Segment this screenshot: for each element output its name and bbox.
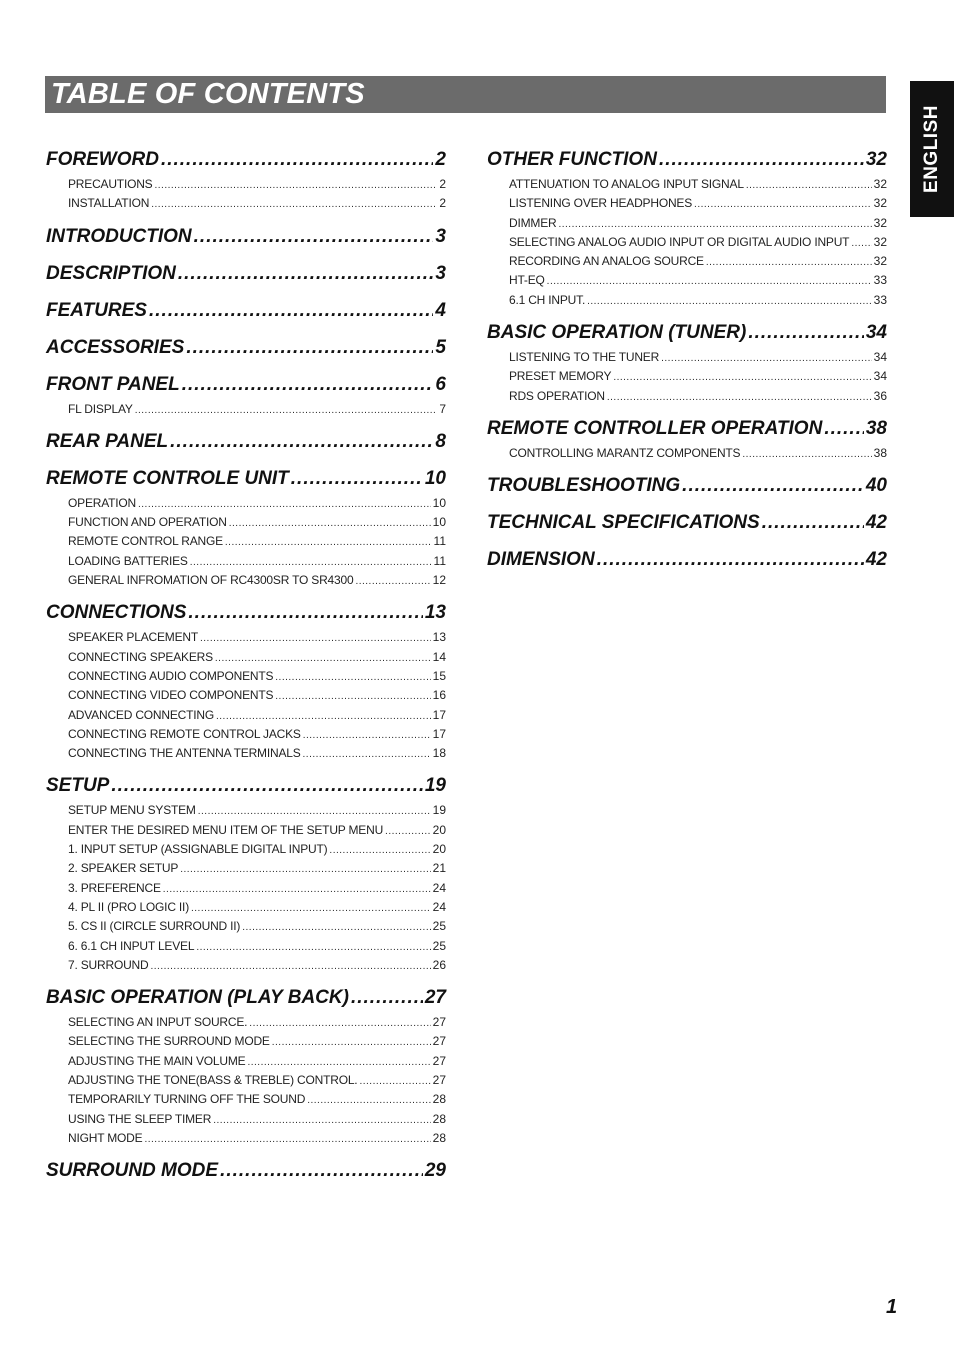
- toc-subitem-page: 2: [439, 196, 446, 211]
- toc-subitem[interactable]: [68, 667, 446, 686]
- toc-left-column: [46, 146, 446, 1194]
- toc-subitem-label: LISTENING OVER HEADPHONES: [509, 196, 693, 211]
- page-number: 1: [886, 1296, 898, 1318]
- toc-subitem-list: [46, 1013, 446, 1148]
- toc-subitem-label: SELECTING THE SURROUND MODE: [68, 1034, 270, 1049]
- toc-subitem[interactable]: [68, 725, 446, 744]
- toc-subitem[interactable]: [68, 648, 446, 667]
- toc-subitem-label: CONNECTING REMOTE CONTROL JACKS: [68, 726, 301, 741]
- toc-subitem-label: 6. 6.1 CH INPUT LEVEL: [68, 938, 195, 953]
- toc-subitem-label: 3. PREFERENCE: [68, 880, 161, 895]
- toc-section-title: CONNECTIONS: [46, 602, 187, 624]
- toc-subitem[interactable]: [68, 898, 446, 917]
- dot-leader: [194, 223, 434, 251]
- language-tab: [910, 81, 954, 217]
- toc-subitem-page: 34: [873, 350, 887, 365]
- toc-subitem[interactable]: [509, 271, 887, 290]
- toc-subitem-page: 28: [432, 1092, 446, 1107]
- dot-leader: [111, 772, 423, 800]
- dot-leader: [135, 401, 438, 420]
- toc-subitem-label: DIMMER: [509, 215, 557, 230]
- toc-section-title: FOREWORD: [46, 149, 159, 170]
- toc-section-page: 3: [435, 262, 446, 284]
- dot-leader: [587, 292, 872, 311]
- toc-section: [46, 984, 446, 1148]
- toc-subitem[interactable]: [68, 1013, 446, 1032]
- dot-leader: [163, 880, 431, 899]
- toc-subitem-page: 19: [432, 803, 446, 818]
- toc-section-title: FRONT PANEL: [46, 373, 180, 395]
- toc-subitem-label: CONNECTING VIDEO COMPONENTS: [68, 688, 274, 703]
- toc-subitem[interactable]: [68, 571, 446, 590]
- toc-subitem-list: [46, 175, 446, 214]
- dot-leader: [762, 509, 864, 537]
- dot-leader: [216, 707, 431, 726]
- toc-subitem-page: 24: [432, 899, 446, 914]
- toc-subitem-page: 10: [432, 495, 446, 510]
- toc-section-page: 3: [435, 225, 446, 247]
- toc-section-page: 32: [865, 149, 887, 170]
- toc-subitem-label: REMOTE CONTROL RANGE: [68, 534, 223, 549]
- toc-subitem-page: 17: [432, 707, 446, 722]
- toc-subitem[interactable]: [68, 706, 446, 725]
- dot-leader: [607, 388, 872, 407]
- toc-section: [487, 509, 887, 537]
- dot-leader: [151, 195, 437, 214]
- toc-subitem-page: 33: [873, 292, 887, 307]
- toc-subitem[interactable]: [68, 821, 446, 840]
- toc-section-title: OTHER FUNCTION: [487, 149, 657, 170]
- toc-section-heading[interactable]: [46, 984, 446, 1012]
- toc-section-heading[interactable]: [487, 146, 887, 174]
- toc-subitem[interactable]: [509, 367, 887, 386]
- toc-section-page: 38: [865, 417, 887, 439]
- toc-section-title: BASIC OPERATION (TUNER): [487, 322, 747, 344]
- toc-section-title: TROUBLESHOOTING: [487, 475, 681, 497]
- toc-subitem[interactable]: [68, 859, 446, 878]
- toc-subitem-label: TEMPORARILY TURNING OFF THE SOUND: [68, 1092, 306, 1107]
- toc-subitem-page: 2: [439, 177, 446, 191]
- toc-section: [487, 146, 887, 310]
- dot-leader: [547, 272, 872, 291]
- toc-subitem-page: 25: [432, 919, 446, 934]
- language-tab-label: ENGLISH: [921, 105, 942, 193]
- dot-leader: [329, 841, 430, 860]
- dot-leader: [249, 1014, 430, 1033]
- dot-leader: [613, 368, 871, 387]
- toc-subitem[interactable]: [509, 387, 887, 406]
- toc-subitem-label: 1. INPUT SETUP (ASSIGNABLE DIGITAL INPUT): [68, 842, 328, 857]
- toc-subitem-page: 32: [873, 254, 887, 269]
- toc-section-title: SETUP: [46, 775, 110, 797]
- toc-subitem[interactable]: [68, 628, 446, 647]
- toc-subitem-page: 38: [873, 445, 887, 460]
- dot-leader: [229, 514, 431, 533]
- toc-subitem[interactable]: [68, 494, 446, 513]
- page-title: TABLE OF CONTENTS: [51, 78, 365, 110]
- toc-subitem-label: RECORDING AN ANALOG SOURCE: [509, 254, 704, 269]
- dot-leader: [225, 533, 432, 552]
- toc-section-title: REMOTE CONTROLE UNIT: [46, 467, 289, 489]
- dot-leader: [824, 415, 864, 443]
- dot-leader: [247, 1053, 430, 1072]
- toc-subitem[interactable]: [68, 175, 446, 194]
- toc-subitem[interactable]: [509, 233, 887, 252]
- toc-subitem[interactable]: [68, 552, 446, 571]
- dot-leader: [198, 802, 431, 821]
- dot-leader: [597, 546, 864, 574]
- toc-subitem-page: 32: [873, 215, 887, 230]
- toc-section-page: 42: [865, 549, 887, 571]
- toc-subitem[interactable]: [68, 840, 446, 859]
- toc-subitem-label: CONNECTING AUDIO COMPONENTS: [68, 668, 274, 683]
- toc-subitem-page: 20: [432, 842, 446, 857]
- dot-leader: [851, 234, 871, 253]
- dot-leader: [150, 957, 430, 976]
- toc-section-heading[interactable]: [487, 415, 887, 443]
- toc-section-page: 8: [435, 430, 446, 452]
- toc-section-page: 10: [424, 467, 446, 489]
- toc-section-heading[interactable]: [46, 428, 446, 456]
- toc-subitem[interactable]: [509, 194, 887, 213]
- toc-subitem-label: ADJUSTING THE TONE(BASS & TREBLE) CONTROL.: [68, 1073, 358, 1088]
- toc-subitem[interactable]: [68, 194, 446, 213]
- toc-subitem-label: 7. SURROUND: [68, 957, 149, 972]
- toc-subitem[interactable]: [68, 917, 446, 936]
- toc-subitem-page: 32: [873, 177, 887, 191]
- dot-leader: [188, 599, 422, 627]
- toc-subitem-page: 14: [432, 649, 446, 664]
- dot-leader: [272, 1033, 431, 1052]
- toc-section-heading[interactable]: [46, 1157, 446, 1185]
- dot-leader: [191, 899, 431, 918]
- dot-leader: [144, 1130, 430, 1149]
- dot-leader: [748, 319, 864, 347]
- toc-section: [46, 371, 446, 419]
- toc-subitem[interactable]: [68, 532, 446, 551]
- dot-leader: [682, 472, 864, 500]
- toc-subitem-list: [487, 175, 887, 310]
- toc-section-page: 5: [435, 336, 446, 358]
- toc-subitem[interactable]: [509, 175, 887, 194]
- toc-subitem-label: ADVANCED CONNECTING: [68, 707, 214, 722]
- toc-subitem-page: 13: [432, 630, 446, 645]
- toc-section: [487, 319, 887, 406]
- toc-section-title: DESCRIPTION: [46, 262, 176, 284]
- toc-section: [46, 223, 446, 251]
- toc-subitem-label: PRESET MEMORY: [509, 369, 612, 384]
- dot-leader: [170, 428, 433, 456]
- toc-subitem-label: PRECAUTIONS: [68, 177, 153, 191]
- dot-leader: [213, 1111, 430, 1130]
- toc-section-page: 4: [435, 299, 446, 321]
- toc-section-page: 6: [435, 373, 446, 395]
- toc-subitem-label: FL DISPLAY: [68, 401, 133, 416]
- toc-subitem[interactable]: [68, 686, 446, 705]
- toc-subitem-page: 16: [432, 688, 446, 703]
- toc-subitem-label: SPEAKER PLACEMENT: [68, 630, 198, 645]
- toc-subitem-label: CONNECTING SPEAKERS: [68, 649, 213, 664]
- toc-subitem[interactable]: [68, 1032, 446, 1051]
- toc-section: [46, 146, 446, 214]
- dot-leader: [661, 349, 872, 368]
- toc-subitem[interactable]: [68, 1129, 446, 1148]
- dot-leader: [275, 668, 430, 687]
- toc-subitem-label: CONNECTING THE ANTENNA TERMINALS: [68, 746, 301, 761]
- toc-section-title: ACCESSORIES: [46, 336, 185, 358]
- toc-subitem-page: 11: [433, 553, 446, 568]
- dot-leader: [186, 334, 433, 362]
- toc-subitem-page: 21: [432, 861, 446, 876]
- toc-section-heading[interactable]: [487, 546, 887, 574]
- toc-section-heading[interactable]: [46, 297, 446, 325]
- toc-subitem-label: ADJUSTING THE MAIN VOLUME: [68, 1053, 246, 1068]
- toc-subitem[interactable]: [509, 252, 887, 271]
- toc-subitem-page: 33: [873, 273, 887, 288]
- toc-subitem[interactable]: [68, 879, 446, 898]
- toc-section-heading[interactable]: [46, 772, 446, 800]
- toc-section-page: 2: [435, 149, 446, 170]
- toc-subitem[interactable]: [68, 1052, 446, 1071]
- toc-subitem-label: 4. PL II (PRO LOGIC II): [68, 899, 189, 914]
- toc-section-title: TECHNICAL SPECIFICATIONS: [487, 512, 760, 534]
- dot-leader: [359, 1072, 430, 1091]
- toc-section-title: INTRODUCTION: [46, 225, 192, 247]
- toc-subitem-label: GENERAL INFROMATION OF RC4300SR TO SR4300: [68, 573, 354, 588]
- toc-subitem[interactable]: [509, 348, 887, 367]
- dot-leader: [161, 146, 433, 174]
- toc-subitem[interactable]: [68, 956, 446, 975]
- toc-subitem-page: 27: [432, 1034, 446, 1049]
- dot-leader: [190, 553, 432, 572]
- dot-leader: [351, 984, 423, 1012]
- toc-section-page: 42: [865, 512, 887, 534]
- toc-subitem[interactable]: [68, 513, 446, 532]
- dot-leader: [138, 495, 431, 514]
- toc-section: [46, 1157, 446, 1185]
- toc-section-title: REAR PANEL: [46, 430, 169, 452]
- dot-leader: [558, 215, 871, 234]
- toc-subitem[interactable]: [68, 400, 446, 419]
- toc-subitem-label: LISTENING TO THE TUNER: [509, 350, 660, 365]
- toc-subitem-page: 27: [432, 1073, 446, 1088]
- toc-subitem-list: [46, 400, 446, 419]
- toc-subitem-page: 27: [432, 1015, 446, 1030]
- toc-subitem-label: SELECTING ANALOG AUDIO INPUT OR DIGITAL AUDIO INPUT: [509, 234, 850, 249]
- toc-subitem-label: INSTALLATION: [68, 196, 150, 211]
- toc-subitem-page: 20: [432, 822, 446, 837]
- toc-section-page: 29: [424, 1160, 446, 1182]
- dot-leader: [149, 297, 433, 325]
- toc-subitem[interactable]: [68, 1110, 446, 1129]
- toc-subitem-label: FUNCTION AND OPERATION: [68, 515, 227, 530]
- toc-section-title: SURROUND MODE: [46, 1160, 219, 1182]
- dot-leader: [307, 1091, 430, 1110]
- toc-subitem-label: ATTENUATION TO ANALOG INPUT SIGNAL: [509, 177, 744, 191]
- dot-leader: [220, 1157, 423, 1185]
- toc-subitem-page: 17: [432, 726, 446, 741]
- toc-subitem-label: 5. CS II (CIRCLE SURROUND II): [68, 919, 241, 934]
- toc-section-page: 27: [424, 987, 446, 1009]
- toc-subitem-page: 32: [873, 196, 887, 211]
- toc-section-heading[interactable]: [46, 371, 446, 399]
- dot-leader: [154, 176, 437, 195]
- toc-subitem-label: HT-EQ: [509, 273, 545, 288]
- toc-subitem-label: RDS OPERATION: [509, 388, 605, 403]
- toc-subitem-page: 27: [432, 1053, 446, 1068]
- toc-subitem-page: 15: [432, 668, 446, 683]
- toc-section: [487, 546, 887, 574]
- toc-subitem[interactable]: [68, 1090, 446, 1109]
- toc-section-heading[interactable]: [46, 599, 446, 627]
- toc-subitem-label: LOADING BATTERIES: [68, 553, 188, 568]
- toc-subitem[interactable]: [68, 744, 446, 763]
- dot-leader: [303, 745, 431, 764]
- toc-section-heading[interactable]: [487, 472, 887, 500]
- toc-subitem-list: [46, 628, 446, 763]
- toc-section-heading[interactable]: [46, 260, 446, 288]
- toc-subitem-page: 34: [873, 369, 887, 384]
- toc-subitem-page: 28: [432, 1111, 446, 1126]
- toc-subitem[interactable]: [509, 444, 887, 463]
- toc-subitem-label: USING THE SLEEP TIMER: [68, 1111, 212, 1126]
- dot-leader: [746, 176, 872, 195]
- toc-section-page: 34: [865, 322, 887, 344]
- toc-section: [487, 472, 887, 500]
- toc-subitem-list: [46, 494, 446, 590]
- toc-subitem-label: NIGHT MODE: [68, 1130, 143, 1145]
- toc-subitem-page: 7: [439, 401, 446, 416]
- toc-section: [46, 465, 446, 590]
- toc-section-page: 19: [424, 775, 446, 797]
- dot-leader: [182, 371, 434, 399]
- dot-leader: [200, 629, 431, 648]
- toc-subitem[interactable]: [68, 937, 446, 956]
- toc-section-title: DIMENSION: [487, 549, 595, 571]
- toc-subitem-page: 36: [873, 388, 887, 403]
- toc-section-title: REMOTE CONTROLLER OPERATION: [487, 417, 823, 439]
- toc-subitem-label: 6.1 CH INPUT.: [509, 292, 586, 307]
- toc-section-heading[interactable]: [46, 223, 446, 251]
- toc-subitem-label: ENTER THE DESIRED MENU ITEM OF THE SETUP MENU: [68, 822, 384, 837]
- dot-leader: [242, 918, 430, 937]
- toc-subitem-list: [46, 801, 446, 975]
- toc-subitem[interactable]: [509, 214, 887, 233]
- dot-leader: [196, 938, 430, 957]
- toc-section: [46, 599, 446, 763]
- toc-subitem-page: 24: [432, 880, 446, 895]
- toc-subitem-page: 32: [873, 234, 887, 249]
- dot-leader: [291, 465, 423, 493]
- toc-subitem-label: SELECTING AN INPUT SOURCE.: [68, 1015, 248, 1030]
- toc-section: [46, 334, 446, 362]
- toc-section-heading[interactable]: [487, 509, 887, 537]
- toc-section: [487, 415, 887, 463]
- toc-subitem[interactable]: [68, 801, 446, 820]
- toc-subitem-page: 12: [432, 573, 446, 588]
- dot-leader: [178, 260, 434, 288]
- toc-subitem-label: 2. SPEAKER SETUP: [68, 861, 179, 876]
- toc-section-page: 40: [865, 475, 887, 497]
- toc-section: [46, 772, 446, 975]
- toc-section-page: 13: [424, 602, 446, 624]
- toc-section-heading[interactable]: [46, 146, 446, 174]
- dot-leader: [180, 860, 430, 879]
- toc-subitem-page: 25: [432, 938, 446, 953]
- toc-section-title: BASIC OPERATION (PLAY BACK): [46, 987, 349, 1009]
- toc-subitem-page: 18: [432, 746, 446, 761]
- toc-section: [46, 297, 446, 325]
- dot-leader: [215, 649, 431, 668]
- toc-subitem-page: 11: [433, 534, 446, 549]
- toc-subitem-label: CONTROLLING MARANTZ COMPONENTS: [509, 445, 741, 460]
- toc-section-title: FEATURES: [46, 299, 147, 321]
- toc-section: [46, 428, 446, 456]
- toc-right-column: [487, 146, 887, 583]
- toc-subitem-label: OPERATION: [68, 495, 136, 510]
- dot-leader: [275, 687, 430, 706]
- toc-subitem-list: [487, 348, 887, 406]
- toc-section-heading[interactable]: [487, 319, 887, 347]
- toc-subitem-page: 10: [432, 515, 446, 530]
- toc-section-heading[interactable]: [46, 465, 446, 493]
- toc-subitem-list: [487, 444, 887, 463]
- dot-leader: [659, 146, 864, 174]
- toc-subitem-label: SETUP MENU SYSTEM: [68, 803, 196, 818]
- dot-leader: [706, 253, 872, 272]
- toc-subitem[interactable]: [509, 291, 887, 310]
- toc-section-heading[interactable]: [46, 334, 446, 362]
- dot-leader: [694, 195, 872, 214]
- toc-subitem-page: 28: [432, 1130, 446, 1145]
- toc-title-bar: [45, 76, 886, 113]
- dot-leader: [742, 445, 871, 464]
- toc-subitem-page: 26: [432, 957, 446, 972]
- toc-section: [46, 260, 446, 288]
- dot-leader: [303, 726, 431, 745]
- dot-leader: [355, 572, 430, 591]
- toc-subitem[interactable]: [68, 1071, 446, 1090]
- dot-leader: [385, 822, 431, 841]
